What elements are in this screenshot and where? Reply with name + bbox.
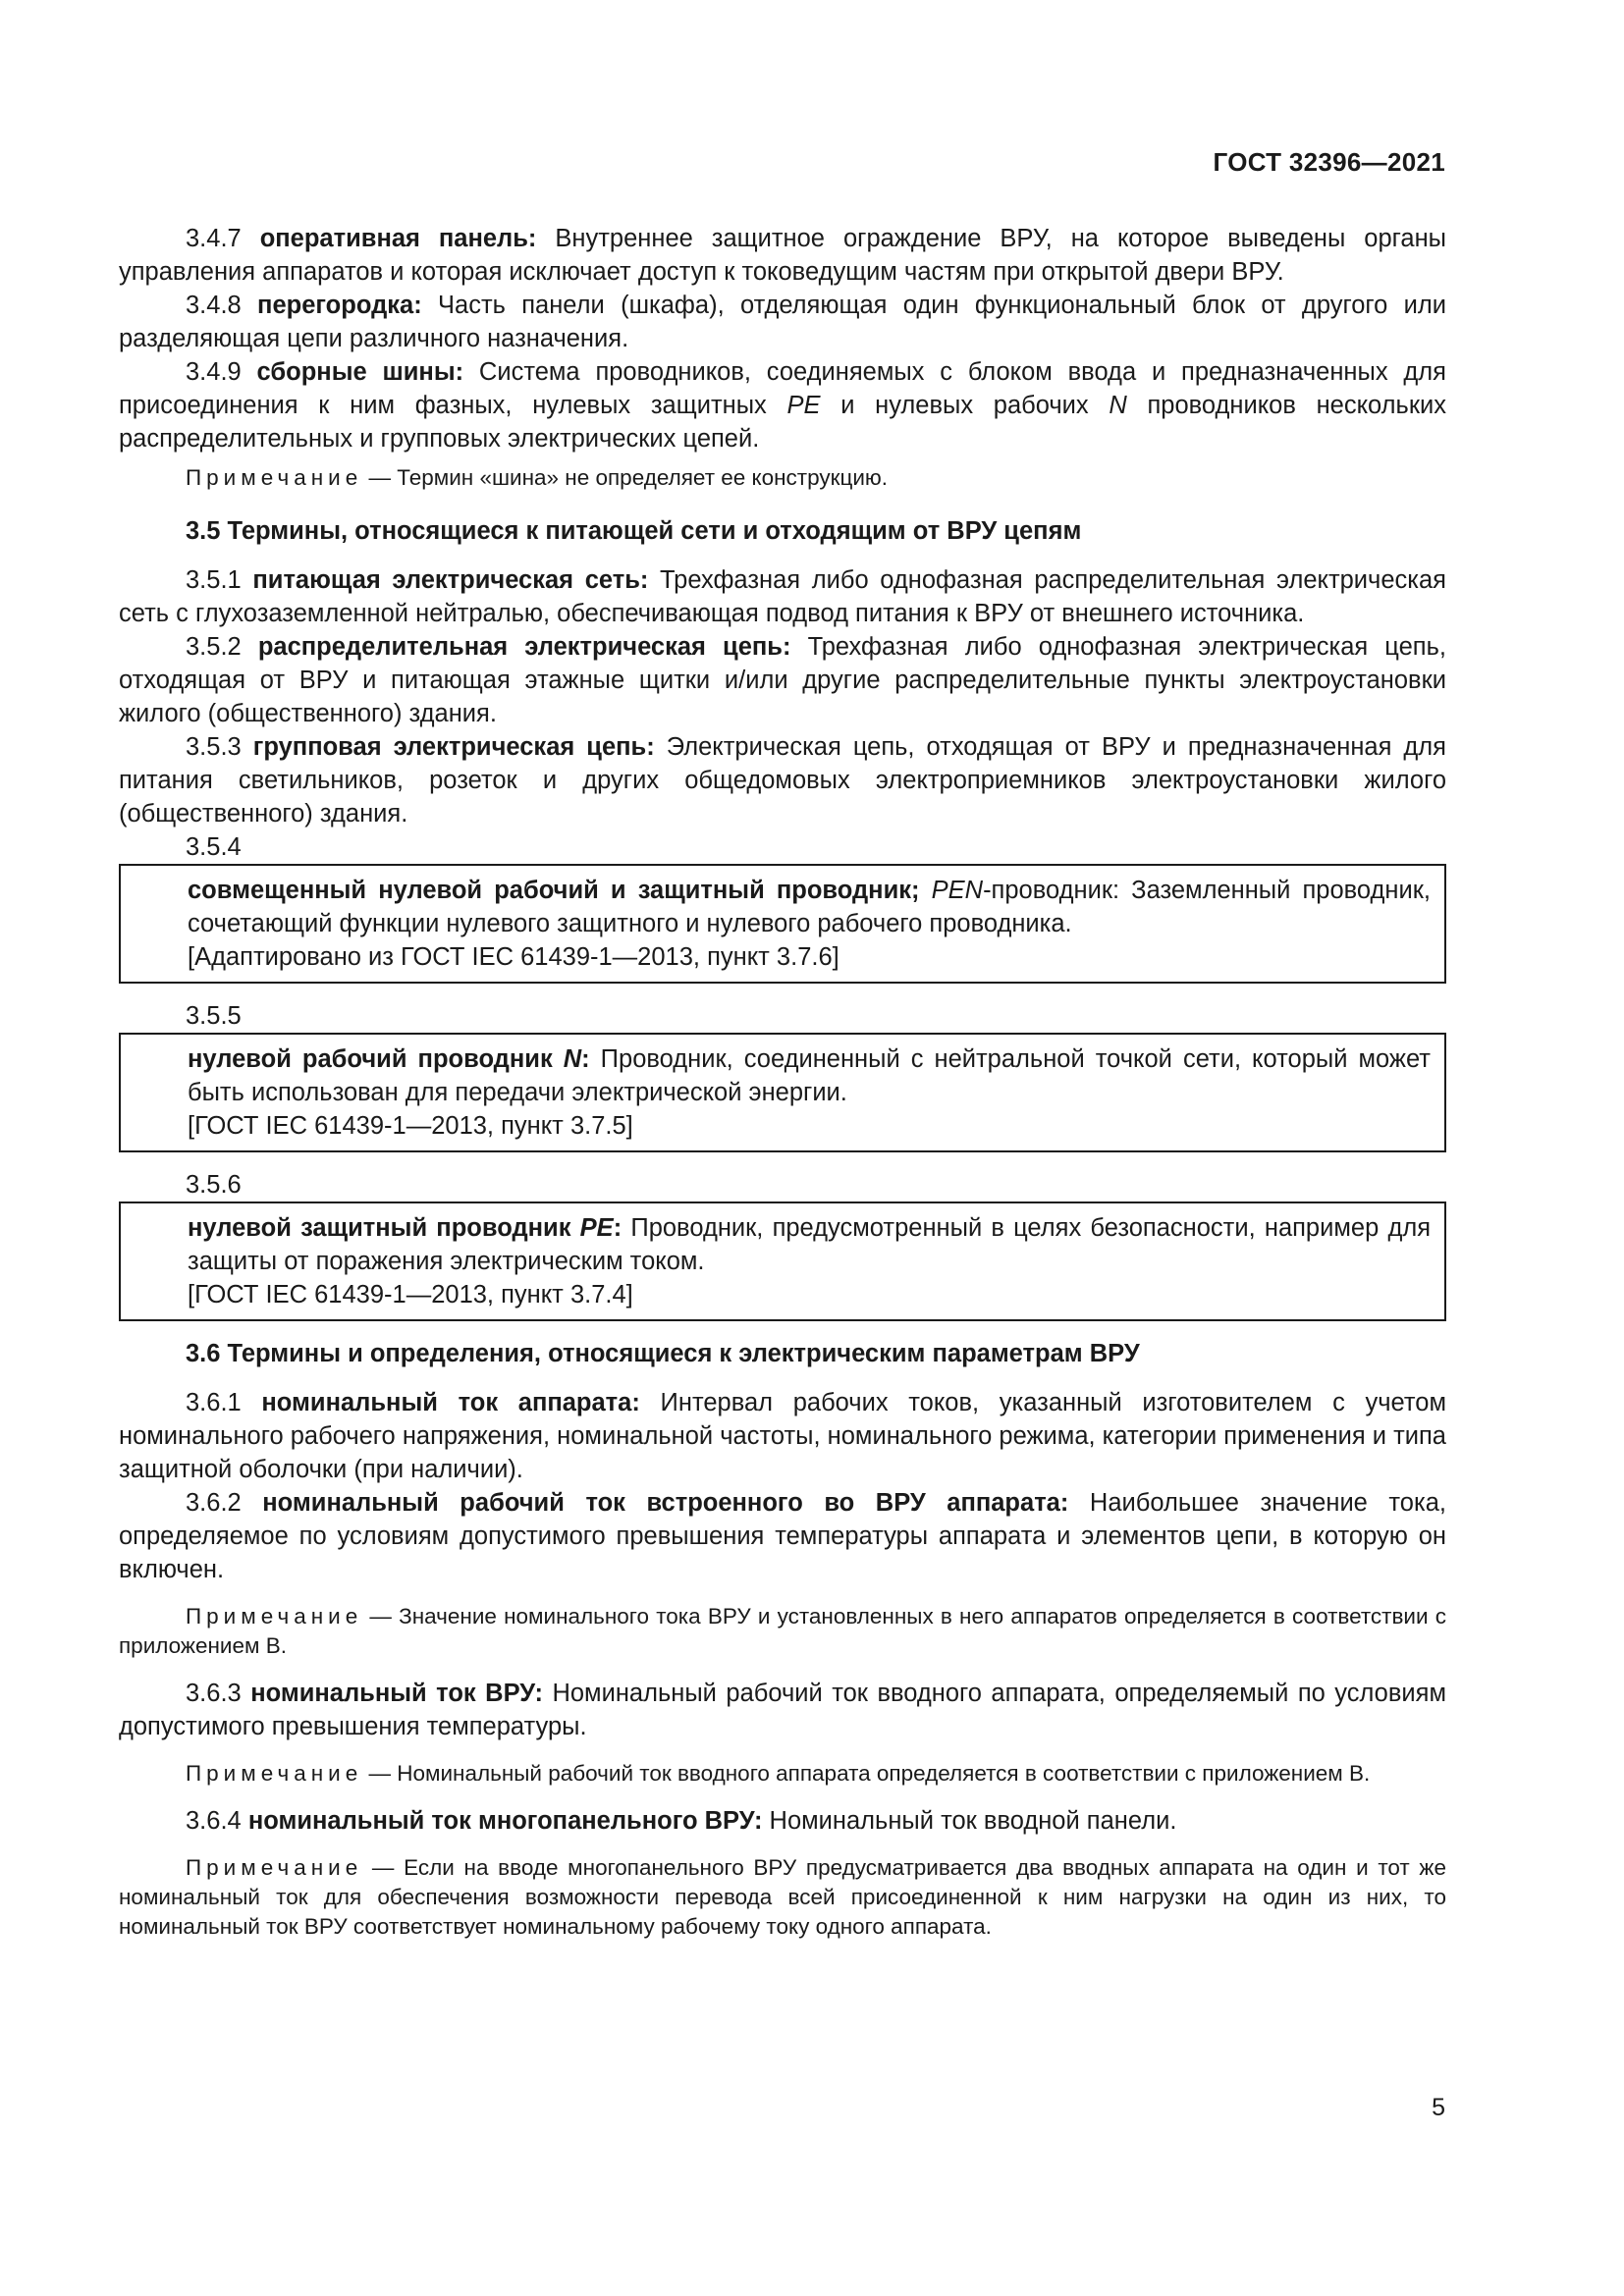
document-code: ГОСТ 32396—2021 xyxy=(1213,147,1445,177)
term: распределительная электрическая цепь: xyxy=(257,633,791,661)
definition: Трехфазная либо однофазная электрическая цепь, отходящая от ВРУ и питающая этажные щитки и/или другие распределительные пункты электроустановки жилого (общественного) здания. xyxy=(119,633,1446,727)
definition: Электрическая цепь, отходящая от ВРУ и предназначенная для питания светильников, розеток и других общедомовых электроприемников электроустановки жилого (общественного) здания. xyxy=(119,733,1446,828)
definition: Номинальный ток вводной панели. xyxy=(762,1807,1177,1835)
note-label: Примечание xyxy=(186,1855,363,1880)
term: нулевой рабочий проводник xyxy=(188,1045,564,1073)
clause-number: 3.6.3 xyxy=(186,1680,251,1707)
definition: -проводник: Заземленный проводник, сочетающий функции нулевого защитного и нулевого рабочего проводника. xyxy=(188,877,1431,937)
term: перегородка: xyxy=(257,292,422,319)
symbol-pe: PE xyxy=(579,1214,614,1242)
clause-3-5-3 xyxy=(119,730,1446,830)
definition: Внутреннее защитное ограждение ВРУ, на которое выведены органы управления аппаратов и которая исключает доступ к токоведущим частям при открытой двери ВРУ. xyxy=(119,225,1446,286)
clause-number-3-5-5: 3.5.5 xyxy=(186,1002,242,1030)
clause-number-3-5-6: 3.5.6 xyxy=(186,1171,242,1199)
term: номинальный рабочий ток встроенного во ВРУ аппарата: xyxy=(262,1489,1069,1517)
note-text: — Термин «шина» не определяет ее конструкцию. xyxy=(362,465,889,490)
clause-3-4-7 xyxy=(119,222,1446,289)
definition: Проводник, предусмотренный в целях безопасности, например для защиты от поражения электрическим током. xyxy=(188,1214,1432,1275)
clause-number: 3.5.2 xyxy=(186,633,258,661)
boxed-definition xyxy=(188,874,1431,940)
clause-number: 3.4.9 xyxy=(186,358,257,386)
note-2 xyxy=(119,1602,1446,1661)
symbol-pe: PE xyxy=(786,392,821,419)
definition: Интервал рабочих токов, указанный изготовителем с учетом номинального рабочего напряжения, номинальной частоты, номинального режима, категории применения и типа защитной оболочки (при наличии). xyxy=(119,1389,1447,1483)
clause-3-5-1 xyxy=(119,563,1446,630)
symbol-n: N xyxy=(563,1045,582,1073)
clause-number: 3.4.7 xyxy=(186,225,260,252)
note-4 xyxy=(119,1853,1446,1942)
definition: проводников нескольких распределительных и групповых электрических цепей. xyxy=(119,392,1446,453)
note-text: — Номинальный рабочий ток вводного аппарата определяется в соответствии с приложением В. xyxy=(362,1761,1371,1786)
source-reference: [Адаптировано из ГОСТ IEC 61439-1—2013, пункт 3.7.6] xyxy=(188,943,839,971)
definition: Наибольшее значение тока, определяемое по условиям допустимого превышения температуры аппарата и элементов цепи, в которую он включен. xyxy=(119,1489,1446,1583)
note-text: — Если на вводе многопанельного ВРУ предусматривается два вводных аппарата на один и тот же номинальный ток для обеспечения возможности перевода всей присоединенной к ним нагрузки на один из них, то номинальный ток ВРУ соответствует номинальному рабочему току одного аппарата. xyxy=(119,1855,1446,1939)
definition-box-3-5-5 xyxy=(119,1033,1446,1152)
clause-3-4-8 xyxy=(119,289,1446,355)
source-reference: [ГОСТ IEC 61439-1—2013, пункт 3.7.4] xyxy=(188,1281,633,1308)
clause-number: 3.4.8 xyxy=(186,292,258,319)
term: номинальный ток ВРУ: xyxy=(250,1680,543,1707)
symbol-pen: PEN xyxy=(931,877,984,904)
definition: Трехфазная либо однофазная распределительная электрическая сеть с глухозаземленной нейтралью, обеспечивающая подвод питания к ВРУ от внешнего источника. xyxy=(119,566,1446,627)
term: оперативная панель: xyxy=(259,225,537,252)
clause-number: 3.6.1 xyxy=(186,1389,262,1416)
definition: Номинальный рабочий ток вводного аппарата, определяемый по условиям допустимого превышения температуры. xyxy=(119,1680,1446,1740)
note-text: — Значение номинального тока ВРУ и установленных в него аппаратов определяется в соответствии с приложением В. xyxy=(119,1604,1446,1658)
clause-3-6-4 xyxy=(119,1804,1446,1838)
note-1 xyxy=(119,463,1446,493)
clause-3-6-2 xyxy=(119,1486,1446,1586)
definition-box-3-5-4 xyxy=(119,864,1446,984)
note-label: Примечание xyxy=(186,465,363,490)
section-heading-3-5: 3.5 Термины, относящиеся к питающей сети и отходящим от ВРУ цепям xyxy=(186,517,1082,545)
symbol-n: N xyxy=(1109,392,1127,419)
term: питающая электрическая сеть: xyxy=(252,566,649,594)
term: групповая электрическая цепь: xyxy=(252,733,655,761)
term: номинальный ток многопанельного ВРУ: xyxy=(247,1807,763,1835)
clause-3-6-3 xyxy=(119,1677,1446,1743)
note-label: Примечание xyxy=(186,1761,363,1786)
boxed-definition: нулевой рабочий проводник N: Проводник, соединенный с нейтральной точкой сети, который может быть использован для передачи электрической энергии. xyxy=(188,1045,1431,1106)
clause-number: 3.5.1 xyxy=(186,566,253,594)
term: совмещенный нулевой рабочий и защитный проводник; xyxy=(188,877,920,904)
definition: Часть панели (шкафа), отделяющая один функциональный блок от другого или разделяющая цепи различного назначения. xyxy=(119,292,1446,352)
definition: и нулевых рабочих xyxy=(820,392,1110,419)
clause-number: 3.5.3 xyxy=(186,733,253,761)
definition: Проводник, соединенный с нейтральной точкой сети, который может быть использован для передачи электрической энергии. xyxy=(188,1045,1431,1106)
section-heading-3-6: 3.6 Термины и определения, относящиеся к электрическим параметрам ВРУ xyxy=(186,1340,1140,1367)
definition-box-3-5-6 xyxy=(119,1201,1446,1321)
note-3 xyxy=(119,1759,1446,1789)
term: сборные шины: xyxy=(256,358,464,386)
boxed-definition: нулевой защитный проводник PE: Проводник, предусмотренный в целях безопасности, например для защиты от поражения электрическим током. xyxy=(188,1214,1432,1275)
page-content xyxy=(119,222,1446,1942)
clause-3-5-2 xyxy=(119,630,1446,730)
clause-3-6-1 xyxy=(119,1386,1446,1486)
clause-number: 3.6.2 xyxy=(186,1489,263,1517)
note-label: Примечание xyxy=(186,1604,363,1629)
term: номинальный ток аппарата: xyxy=(261,1389,640,1416)
clause-number: 3.6.4 xyxy=(186,1807,248,1835)
clause-number-3-5-4: 3.5.4 xyxy=(186,833,242,861)
term: нулевой защитный проводник xyxy=(188,1214,580,1242)
page-number: 5 xyxy=(1432,2094,1445,2121)
source-reference: [ГОСТ IEC 61439-1—2013, пункт 3.7.5] xyxy=(188,1112,633,1140)
clause-3-4-9 xyxy=(119,355,1446,455)
definition: Система проводников, соединяемых с блоком ввода и предназначенных для присоединения к ним фазных, нулевых защитных xyxy=(119,358,1446,419)
